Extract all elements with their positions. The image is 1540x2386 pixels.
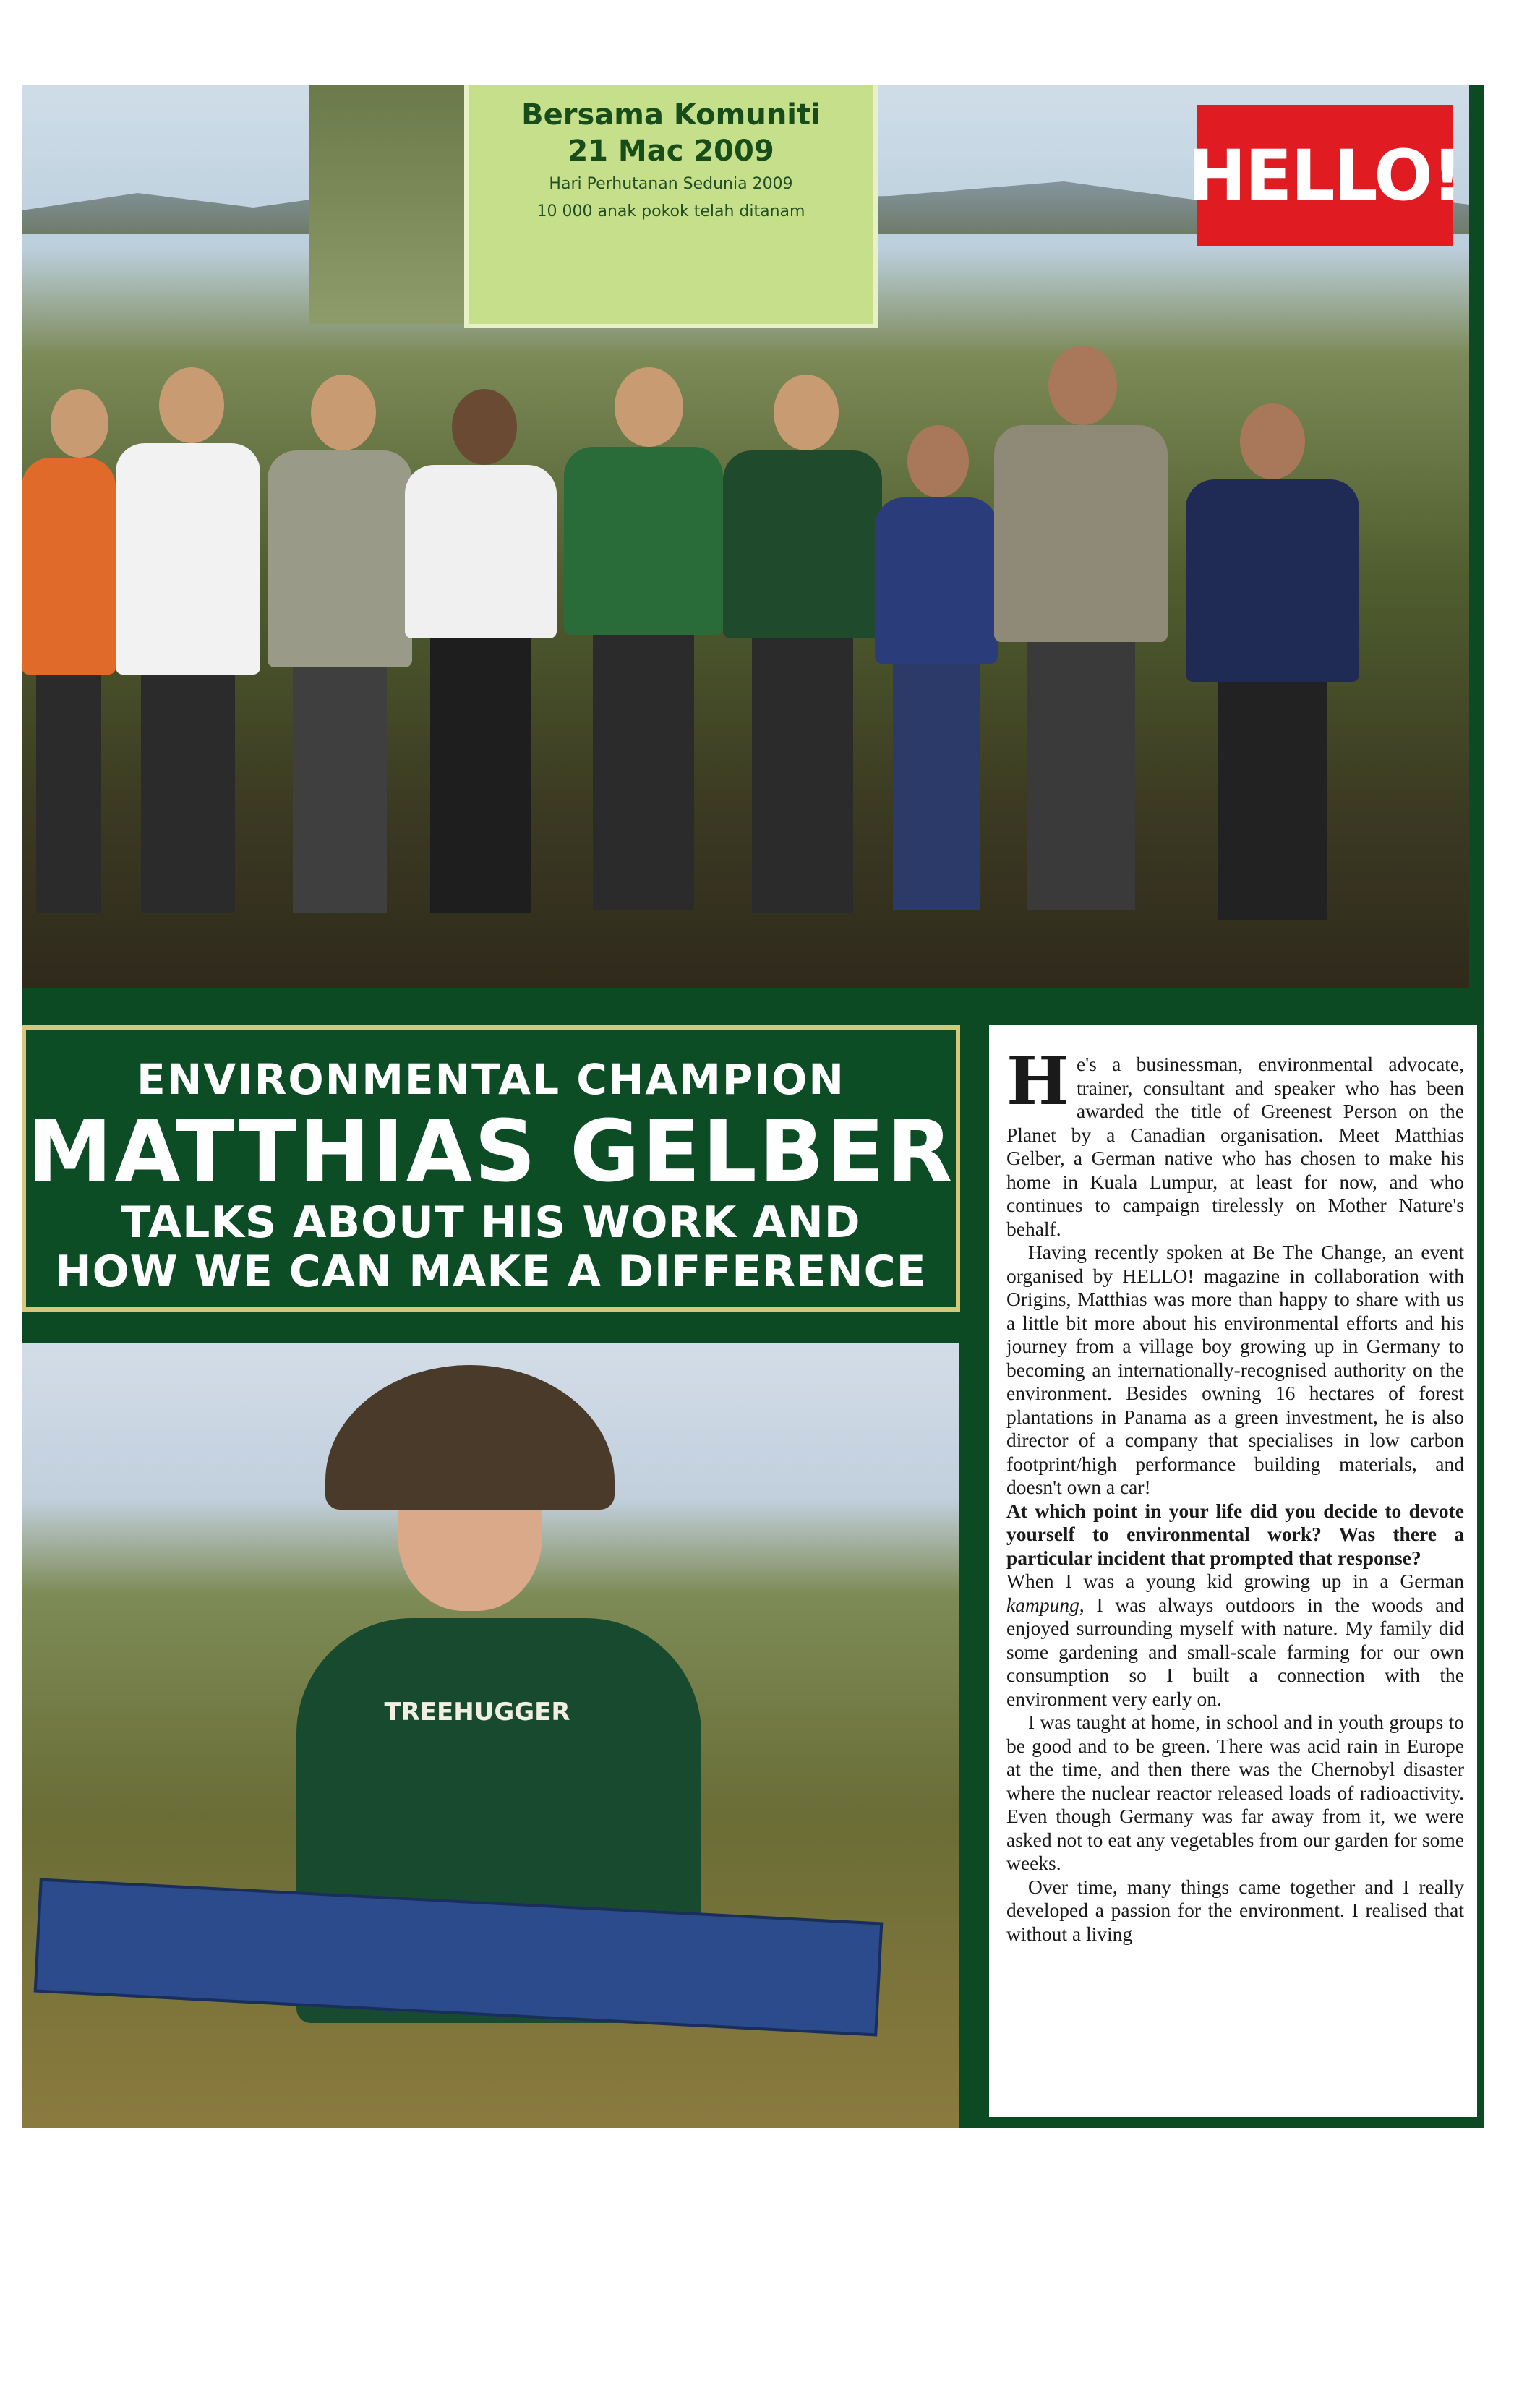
people-group — [22, 346, 1469, 938]
banner-text-2: 10 000 anak pokok telah ditanam — [536, 202, 805, 221]
headline-subhead-2: HOW WE CAN MAKE A DIFFERENCE — [55, 1247, 927, 1297]
article-question: At which point in your life did you decide to devote yourself to environmental work? Was there a particular incident that prompted that response? — [1006, 1499, 1464, 1569]
magazine-page — [22, 85, 1484, 2128]
banner-text-1: Hari Perhutanan Sedunia 2009 — [549, 175, 793, 193]
headline-name: MATTHIAS GELBER — [27, 1101, 955, 1201]
hello-logo — [1188, 105, 1462, 246]
shirt-print: TREEHUGGER — [384, 1698, 570, 1727]
article-answer — [1006, 1570, 1464, 1711]
group-photo — [22, 85, 1469, 988]
article-paragraph: Having recently spoken at Be The Change, an event organised by HELLO! magazine in collaboration with Origins, Matthias was more than happy to share with us a little bit more about his environmental efforts and his journey from a village boy growing up in Germany to becoming an internationally-recognised authority on the environment. Besides owning 16 hectares of forest plantations in Panama as a green investment, he is also director of a company that specialises in low carbon footprint/high performance building materials, and doesn't own a car! — [1006, 1241, 1464, 1498]
banner-date: 21 Mac 2009 — [568, 134, 774, 168]
article-column — [989, 1025, 1477, 2117]
person — [994, 346, 1168, 938]
seedling-tray — [34, 1878, 884, 2037]
headline-box — [22, 1025, 960, 1312]
person — [564, 367, 723, 938]
portrait-photo — [22, 1343, 959, 2128]
answer-text: , I was always outdoors in the woods and enjoyed surrounding myself with nature. My family did some gardening and small-scale farming for our own consumption so I built a connection with the environment very early on. — [1006, 1593, 1464, 1710]
hello-logo-text: HELLO! — [1188, 134, 1462, 216]
dropcap: H — [1006, 1042, 1069, 1120]
person — [723, 375, 882, 938]
answer-text: When I was a young kid growing up in a German — [1006, 1570, 1464, 1592]
article-paragraph: I was taught at home, in school and in youth groups to be good and to be green. There was acid rain in Europe at the time, and then there was the Chernobyl disaster where the nuclear reactor released loads of radioactivity. Even though Germany was far away from it, we were asked not to eat any vegetables from our garden for some weeks. — [1006, 1711, 1464, 1874]
person — [1186, 403, 1359, 938]
person — [875, 425, 998, 931]
answer-italic: kampung — [1006, 1593, 1079, 1616]
person — [405, 389, 557, 938]
hat — [325, 1365, 615, 1510]
headline-kicker: ENVIRONMENTAL CHAMPION — [137, 1055, 845, 1104]
article-paragraph: Over time, many things came together and I really developed a passion for the environment. I realised that without a living — [1006, 1875, 1464, 1945]
article-intro — [1006, 1042, 1464, 1241]
event-banner — [469, 85, 873, 324]
poster-left-panel — [309, 85, 470, 324]
banner-title: Bersama Komuniti — [521, 98, 821, 132]
person — [116, 367, 260, 938]
intro-text: e's a businessman, environmental advocate, trainer, consultant and speaker who has been awarded the title of Greenest Person on the Planet by a Canadian organisation. Meet Matthias Gelber, a German native who has chosen to make his home in Kuala Lumpur, at least for now, and who continues to campaign tirelessly on Mother Nature's behalf. — [1006, 1053, 1464, 1240]
person — [268, 375, 412, 938]
person — [22, 389, 116, 938]
headline-subhead-1: TALKS ABOUT HIS WORK AND — [121, 1197, 861, 1248]
